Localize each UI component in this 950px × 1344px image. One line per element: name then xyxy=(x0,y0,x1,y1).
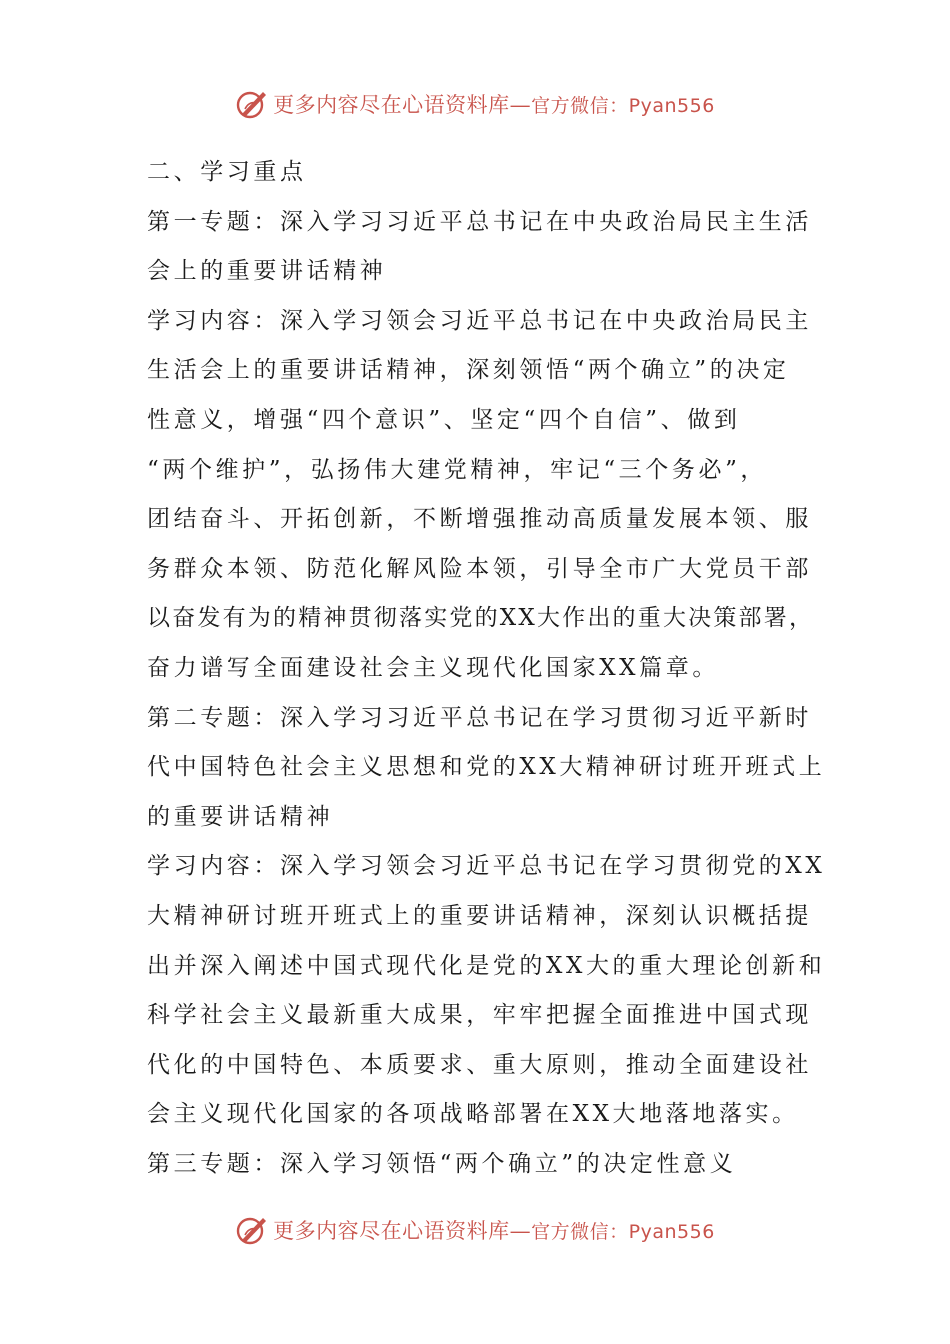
document-body xyxy=(147,148,826,1189)
topic-1-title-cont: 会上的重要讲话精神 xyxy=(147,258,387,285)
topic-2-content-line: 学习内容：深入学习领会习近平总书记在学习贯彻党的XX xyxy=(147,853,826,880)
topic-1-content-line: 务群众本领、防范化解风险本领，引导全市广大党员干部 xyxy=(147,555,812,582)
footer-banner-wechat: 官方微信：Pyan556 xyxy=(531,1221,715,1243)
topic-1-content-line: 奋力谱写全面建设社会主义现代化国家XX篇章。 xyxy=(147,654,719,681)
footer-banner xyxy=(0,1210,950,1250)
topic-1-content-line: 以奋发有为的精神贯彻落实党的XX大作出的重大决策部署， xyxy=(147,605,815,632)
topic-1-content-line: 生活会上的重要讲话精神，深刻领悟“两个确立”的决定 xyxy=(147,357,790,384)
header-banner-title: 更多内容尽在心语资料库— xyxy=(273,93,532,117)
footer-banner-title: 更多内容尽在心语资料库— xyxy=(273,1219,532,1243)
pen-logo-icon xyxy=(235,1213,269,1247)
topic-3-title: 第三专题：深入学习领悟“两个确立”的决定性意义 xyxy=(147,1150,737,1177)
topic-2-title: 第二专题：深入学习习近平总书记在学习贯彻习近平新时 xyxy=(147,704,812,731)
topic-2-content-line: 代化的中国特色、本质要求、重大原则，推动全面建设社 xyxy=(147,1051,812,1078)
topic-1-content-line: “两个维护”，弘扬伟大建党精神，牢记“三个务必”， xyxy=(147,456,768,483)
topic-2-content-line: 科学社会主义最新重大成果，牢牢把握全面推进中国式现 xyxy=(147,1002,812,1029)
header-banner-text xyxy=(273,89,715,119)
topic-2-title-cont: 的重要讲话精神 xyxy=(147,803,334,830)
header-banner-wechat: 官方微信：Pyan556 xyxy=(531,95,715,117)
topic-2-content-line: 出并深入阐述中国式现代化是党的XX大的重大理论创新和 xyxy=(147,952,826,979)
footer-banner-text xyxy=(273,1215,715,1245)
topic-1-content-line: 学习内容：深入学习领会习近平总书记在中央政治局民主 xyxy=(147,307,812,334)
topic-1-content-line: 团结奋斗、开拓创新，不断增强推动高质量发展本领、服 xyxy=(147,506,812,533)
topic-2-content-line: 会主义现代化国家的各项战略部署在XX大地落地落实。 xyxy=(147,1101,799,1128)
header-banner xyxy=(0,84,950,124)
pen-logo-icon xyxy=(235,87,269,121)
topic-1-content-line: 性意义，增强“四个意识”、坚定“四个自信”、做到 xyxy=(147,406,741,433)
topic-2-content-line: 大精神研讨班开班式上的重要讲话精神，深刻认识概括提 xyxy=(147,902,812,929)
topic-1-title: 第一专题：深入学习习近平总书记在中央政治局民主生活 xyxy=(147,208,812,235)
topic-2-title-cont: 代中国特色社会主义思想和党的XX大精神研讨班开班式上 xyxy=(147,754,826,781)
section-heading: 二、学习重点 xyxy=(147,159,307,185)
